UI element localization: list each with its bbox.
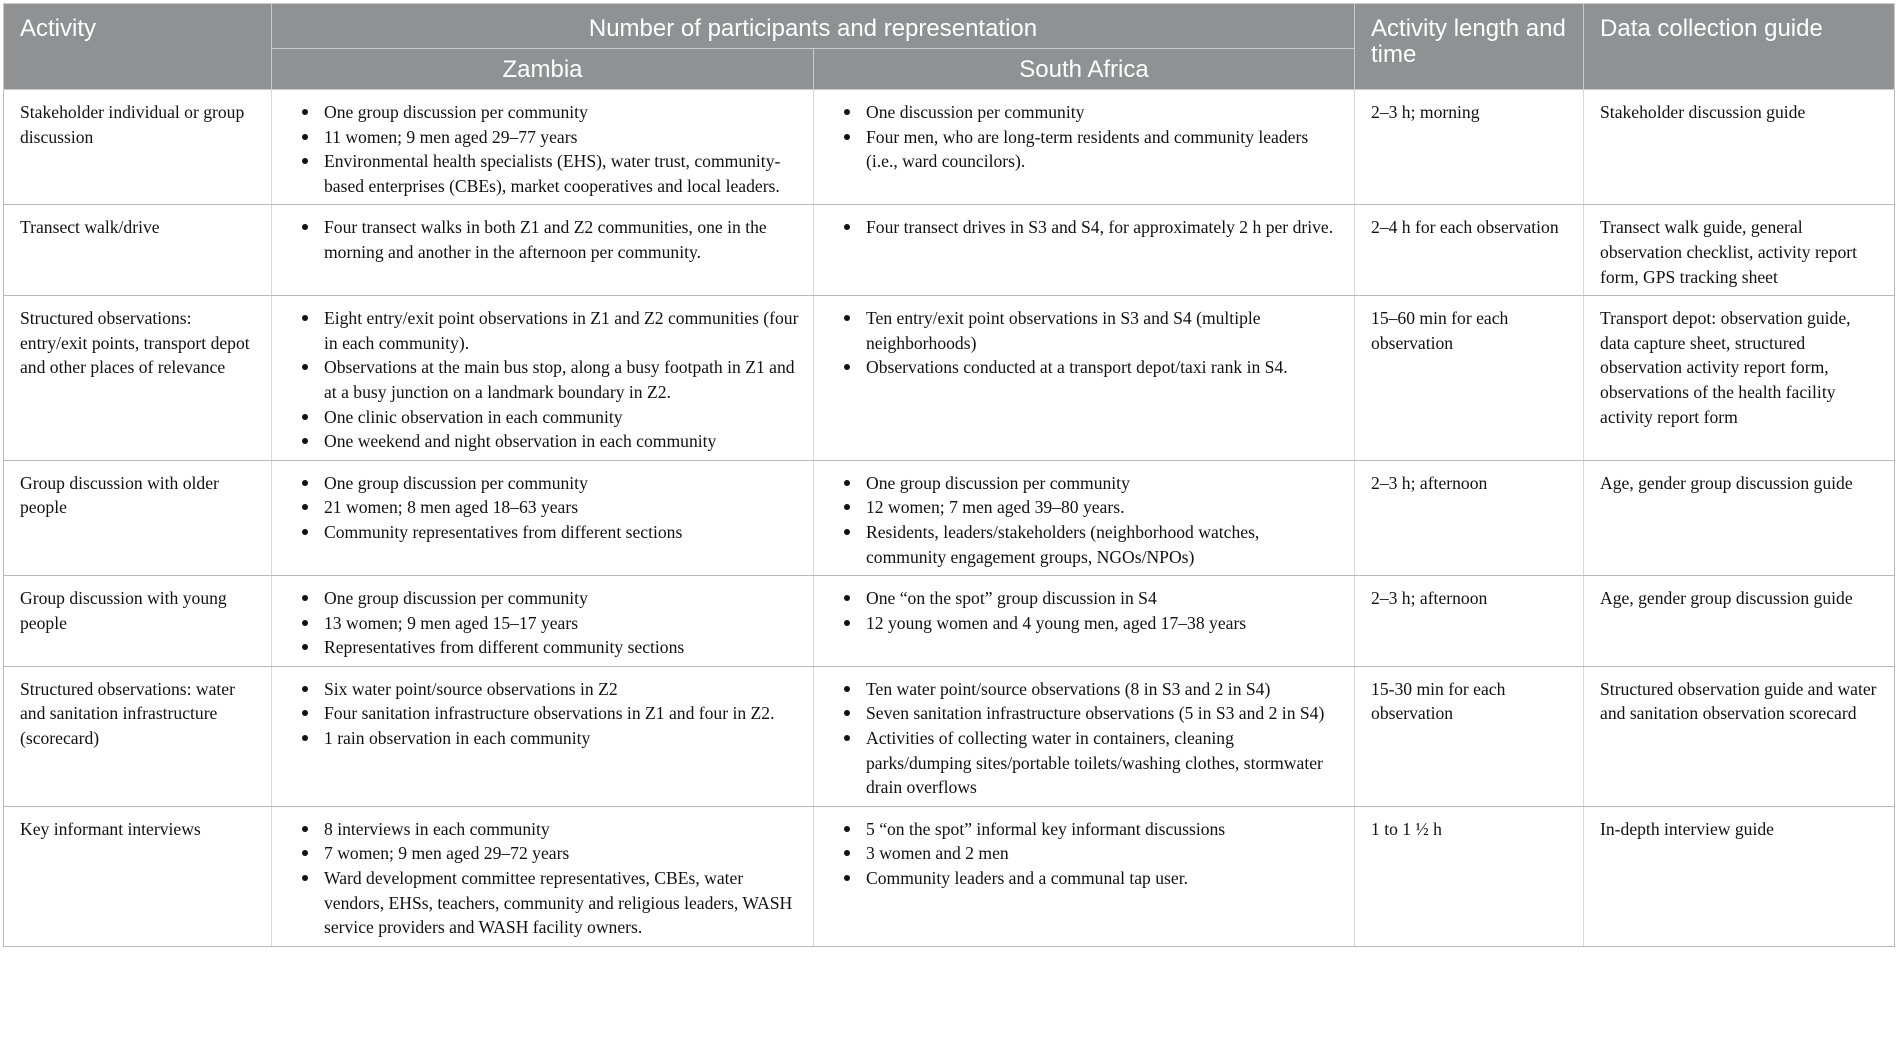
length-cell: 15–60 min for each observation [1355,296,1584,461]
table-body [4,90,1895,947]
table-row [4,576,1895,667]
length-cell: 2–4 h for each observation [1355,205,1584,296]
south-africa-cell [814,806,1355,946]
bullet-list [288,306,799,454]
bullet-list [288,586,799,660]
guide-cell: Structured observation guide and water and sanitation observation scorecard [1584,666,1895,806]
bullet-list [830,817,1340,891]
bullet-list [830,306,1340,380]
length-cell: 1 to 1 ½ h [1355,806,1584,946]
list-item: 5 “on the spot” informal key informant discussions [866,817,1340,842]
list-item: 1 rain observation in each community [324,726,799,751]
list-item: Four transect drives in S3 and S4, for approximately 2 h per drive. [866,215,1340,240]
header-participants: Number of participants and representation [272,4,1355,49]
list-item: Observations at the main bus stop, along a busy footpath in Z1 and at a busy junction on a landmark boundary in Z2. [324,355,799,404]
bullet-list [288,817,799,940]
table-row [4,806,1895,946]
bullet-list [288,215,799,264]
length-cell: 2–3 h; morning [1355,90,1584,205]
list-item: One group discussion per community [324,100,799,125]
activity-cell: Key informant interviews [4,806,272,946]
header-length: Activity length and time [1355,4,1584,90]
list-item: Environmental health specialists (EHS), water trust, community-based enterprises (CBEs), market cooperatives and local leaders. [324,149,799,198]
guide-cell: Transport depot: observation guide, data capture sheet, structured observation activity report form, observations of the health facility activity report form [1584,296,1895,461]
list-item: Four men, who are long-term residents and community leaders (i.e., ward councilors). [866,125,1340,174]
activity-cell: Structured observations: entry/exit points, transport depot and other places of relevance [4,296,272,461]
list-item: Ward development committee representatives, CBEs, water vendors, EHSs, teachers, community and religious leaders, WASH service providers and WASH facility owners. [324,866,799,940]
list-item: 7 women; 9 men aged 29–72 years [324,841,799,866]
list-item: One group discussion per community [866,471,1340,496]
activity-cell: Group discussion with older people [4,460,272,575]
activity-cell: Group discussion with young people [4,576,272,667]
guide-cell: Age, gender group discussion guide [1584,460,1895,575]
table-row [4,460,1895,575]
table-container [3,3,1894,947]
list-item: One group discussion per community [324,586,799,611]
list-item: Four transect walks in both Z1 and Z2 communities, one in the morning and another in the afternoon per community. [324,215,799,264]
list-item: 12 women; 7 men aged 39–80 years. [866,495,1340,520]
list-item: Representatives from different community sections [324,635,799,660]
zambia-cell [272,666,814,806]
length-cell: 2–3 h; afternoon [1355,576,1584,667]
south-africa-cell [814,205,1355,296]
header-row [4,4,1895,49]
list-item: Ten entry/exit point observations in S3 and S4 (multiple neighborhoods) [866,306,1340,355]
header-zambia: Zambia [272,49,814,90]
list-item: 3 women and 2 men [866,841,1340,866]
length-cell: 15-30 min for each observation [1355,666,1584,806]
south-africa-cell [814,90,1355,205]
bullet-list [830,100,1340,174]
table-row [4,205,1895,296]
list-item: Community leaders and a communal tap user. [866,866,1340,891]
list-item: Ten water point/source observations (8 in S3 and 2 in S4) [866,677,1340,702]
bullet-list [288,677,799,751]
list-item: One discussion per community [866,100,1340,125]
guide-cell: Age, gender group discussion guide [1584,576,1895,667]
activity-cell: Stakeholder individual or group discussion [4,90,272,205]
list-item: 12 young women and 4 young men, aged 17–38 years [866,611,1340,636]
bullet-list [288,471,799,545]
list-item: One group discussion per community [324,471,799,496]
length-cell: 2–3 h; afternoon [1355,460,1584,575]
south-africa-cell [814,576,1355,667]
zambia-cell [272,576,814,667]
list-item: Community representatives from different sections [324,520,799,545]
table-row [4,296,1895,461]
bullet-list [830,471,1340,569]
bullet-list [830,677,1340,800]
list-item: 13 women; 9 men aged 15–17 years [324,611,799,636]
guide-cell: In-depth interview guide [1584,806,1895,946]
zambia-cell [272,205,814,296]
activity-cell: Structured observations: water and sanitation infrastructure (scorecard) [4,666,272,806]
south-africa-cell [814,296,1355,461]
list-item: 8 interviews in each community [324,817,799,842]
zambia-cell [272,296,814,461]
header-south-africa: South Africa [814,49,1355,90]
list-item: One clinic observation in each community [324,405,799,430]
list-item: 11 women; 9 men aged 29–77 years [324,125,799,150]
header-activity: Activity [4,4,272,90]
list-item: 21 women; 8 men aged 18–63 years [324,495,799,520]
list-item: Six water point/source observations in Z2 [324,677,799,702]
list-item: Residents, leaders/stakeholders (neighborhood watches, community engagement groups, NGOs/NPOs) [866,520,1340,569]
table-row [4,666,1895,806]
zambia-cell [272,460,814,575]
south-africa-cell [814,666,1355,806]
list-item: Activities of collecting water in containers, cleaning parks/dumping sites/portable toilets/washing clothes, stormwater drain overflows [866,726,1340,800]
zambia-cell [272,806,814,946]
activity-cell: Transect walk/drive [4,205,272,296]
bullet-list [288,100,799,198]
list-item: Observations conducted at a transport depot/taxi rank in S4. [866,355,1340,380]
list-item: Seven sanitation infrastructure observations (5 in S3 and 2 in S4) [866,701,1340,726]
list-item: One “on the spot” group discussion in S4 [866,586,1340,611]
header-guide: Data collection guide [1584,4,1895,90]
zambia-cell [272,90,814,205]
bullet-list [830,215,1340,240]
list-item: Four sanitation infrastructure observations in Z1 and four in Z2. [324,701,799,726]
list-item: One weekend and night observation in each community [324,429,799,454]
list-item: Eight entry/exit point observations in Z1 and Z2 communities (four in each community). [324,306,799,355]
bullet-list [830,586,1340,635]
activities-table [3,3,1895,947]
south-africa-cell [814,460,1355,575]
table-row [4,90,1895,205]
guide-cell: Transect walk guide, general observation checklist, activity report form, GPS tracking sheet [1584,205,1895,296]
guide-cell: Stakeholder discussion guide [1584,90,1895,205]
